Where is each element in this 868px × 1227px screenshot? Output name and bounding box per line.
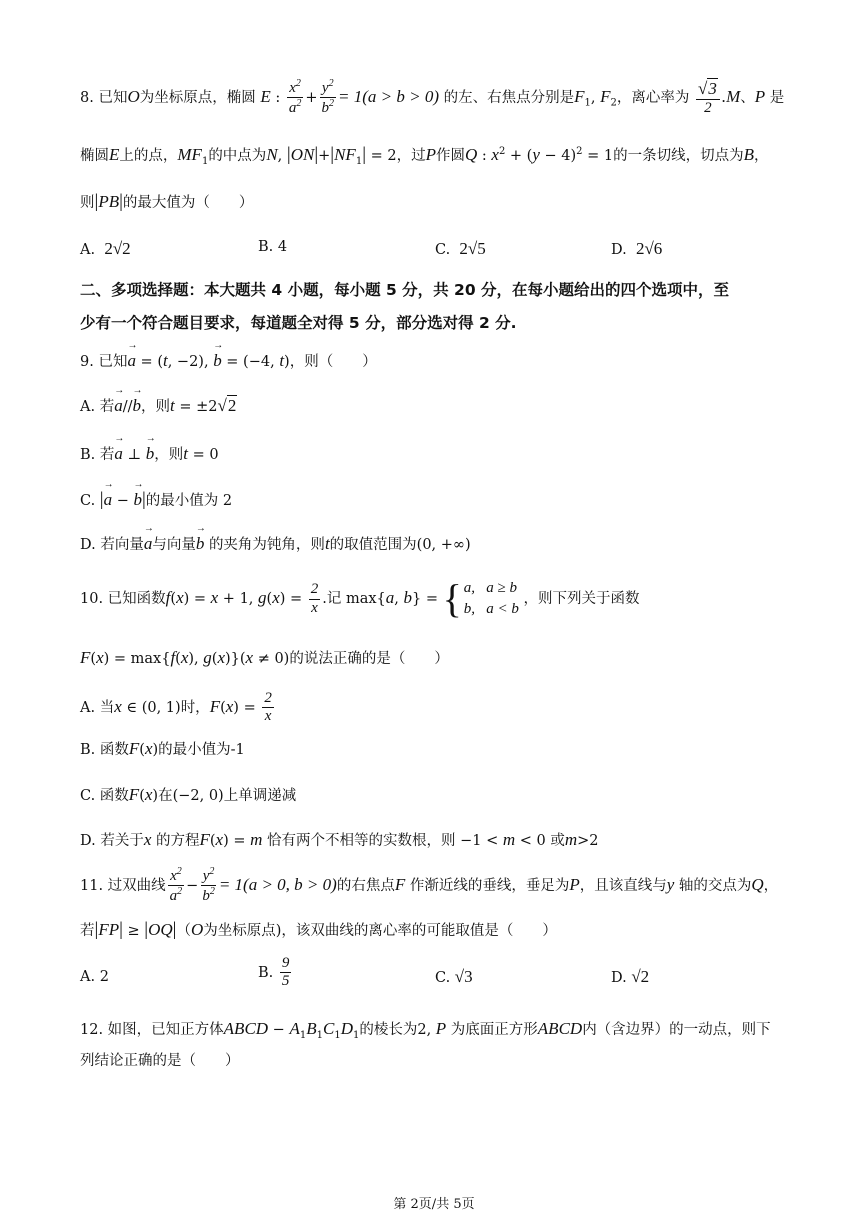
q9-option-a: A. 若→ a//→ b，则t = ±2√2 bbox=[80, 395, 808, 417]
q8-option-b: B. 4 bbox=[258, 239, 288, 255]
q8-line1: 8. 已知O为坐标原点，椭圆 E : $\frac{x^2}{a^2}$ + $\frac{y^2}{b^2}$ = 1(a > b > 0) 的左、右焦点分别是$F_1$, $F_2$，离心率为 $\frac{√3}{2}$ .M、P 是 bbox=[80, 78, 785, 117]
section2-heading-line2: 少有一个符合题目要求，每道题全对得 5 分，部分选对得 2 分. bbox=[80, 314, 517, 332]
page-footer: 第 2页/共 5页 bbox=[393, 1197, 475, 1212]
q10-option-d: D. 若关于x 的方程F(x) = m 恰有两个不相等的实数根，则 −1 < m < 0 或m>2 bbox=[80, 830, 599, 849]
q8-line3: 则|PB|的最大值为（ ） bbox=[80, 191, 254, 212]
q12-line2: 列结论正确的是（ ） bbox=[80, 1053, 240, 1069]
q10-option-b: B. 函数F(x)的最小值为-1 bbox=[80, 739, 245, 758]
q11-option-d: D. √2 bbox=[611, 967, 650, 986]
section2-heading-line1: 二、多项选择题：本大题共 4 小题，每小题 5 分，共 20 分，在每小题给出的四个选项中，至 bbox=[80, 281, 730, 299]
q9-option-b: B. 若→ a ⊥ → b，则t = 0 bbox=[80, 443, 808, 465]
q11-stem-line1: 11. 过双曲线 $\frac{x^2}{a^2}$ − $\frac{y^2}{b^2}$ = 1(a > 0, b > 0)的右焦点F 作渐近线的垂线，垂足为P，且该直线与y 轴的交点为Q， bbox=[80, 866, 779, 905]
q11-option-b: B. $\frac{9}{5}$ bbox=[258, 955, 290, 990]
q10-stem-line1: 10. 已知函数f(x) = x + 1, g(x) = $\frac{2}{x}$ .记 max{a, b} = { a, a ≥ b b, a < b ，则下列关于函数 bbox=[80, 576, 640, 621]
q8-option-c: C. 2√5 bbox=[435, 239, 486, 258]
q11-option-a: A. 2 bbox=[80, 969, 109, 985]
q10-stem-line2: F(x) = max{f(x), g(x)}(x ≠ 0)的说法正确的是（ ） bbox=[80, 648, 449, 667]
q10-option-a: A. 当x ∈ (0, 1)时，F(x) = $\frac{2}{x}$ bbox=[80, 690, 272, 725]
q9-option-d: D. 若向量→ a与向量→ b 的夹角为钝角，则t的取值范围为(0, +∞) bbox=[80, 533, 808, 555]
q8-line2: 椭圆E上的点，$MF_1$的中点为N, $|ON|+|NF_1| = 2$，过P作圆Q : $x^2 + (y - 4)^2 = 1$的一条切线，切点为B， bbox=[80, 144, 769, 167]
q8-option-a: A. 2√2 bbox=[80, 239, 131, 258]
q11-stem-line2: 若|FP| ≥ |OQ|（O为坐标原点)，该双曲线的离心率的可能取值是（ ） bbox=[80, 919, 557, 940]
q12-line1: 12. 如图，已知正方体ABCD − $A_1B_1C_1D_1$的棱长为2, P 为底面正方形ABCD内（含边界）的一动点，则下 bbox=[80, 1019, 771, 1041]
q8-option-d: D. 2√6 bbox=[611, 239, 663, 258]
q11-option-c: C. √3 bbox=[435, 967, 473, 986]
q10-option-c: C. 函数F(x)在(−2, 0)上单调递减 bbox=[80, 785, 297, 804]
q9-option-c: C. |→ a − → b|的最小值为 2 bbox=[80, 488, 808, 513]
q9-stem: 9. 已知→ a = (t, −2), → b = (−4, t)，则（ ） bbox=[80, 350, 808, 372]
